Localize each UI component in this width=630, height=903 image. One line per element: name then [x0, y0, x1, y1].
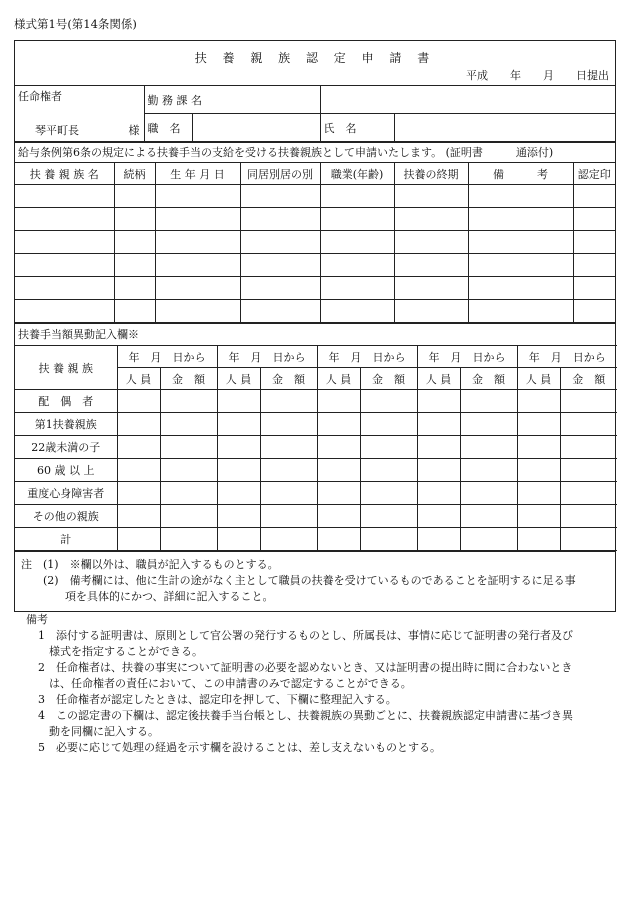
allowance-period-header: 年 月 日から: [517, 346, 617, 368]
headcount-header: 人 員: [417, 368, 460, 390]
dependent-cell[interactable]: [573, 254, 615, 277]
dependent-row: [15, 277, 615, 300]
headcount-header: 人 員: [217, 368, 260, 390]
dependent-cell[interactable]: [320, 208, 394, 231]
dependent-cell[interactable]: [15, 208, 114, 231]
dept-field[interactable]: [320, 86, 615, 114]
allowance-row: [15, 482, 617, 505]
allowance-cell[interactable]: [217, 413, 260, 436]
allowance-cell[interactable]: [160, 459, 217, 482]
remarks: [14, 612, 618, 756]
allowance-cell[interactable]: [460, 482, 517, 505]
allowance-cell[interactable]: [460, 436, 517, 459]
allowance-cell[interactable]: [117, 436, 160, 459]
allowance-row-label: 計: [15, 528, 117, 551]
allowance-row-label: 22歳未満の子: [15, 436, 117, 459]
appointer-name: 琴平町長: [35, 124, 79, 137]
dependent-row: [15, 254, 615, 277]
remark-line: 3 任命権者が認定したときは、認定印を押して、下欄に整理記入する。: [38, 693, 397, 706]
dependent-cell[interactable]: [155, 231, 240, 254]
allowance-cell[interactable]: [517, 482, 560, 505]
remark-line: 1 添付する証明書は、原則として官公署の発行するものとし、所属長は、事情に応じて証明書の発行者及び: [38, 629, 573, 642]
dependent-cell[interactable]: [394, 231, 468, 254]
dependents-header-4: 職業(年齢): [320, 163, 394, 185]
form-number-label: 様式第1号(第14条関係): [14, 17, 137, 31]
dependent-cell[interactable]: [240, 277, 320, 300]
form-title: 扶 養 親 族 認 定 申 請 書: [194, 51, 436, 65]
allowance-cell[interactable]: [260, 413, 317, 436]
allowance-cell[interactable]: [260, 459, 317, 482]
dependent-cell[interactable]: [573, 185, 615, 208]
allowance-cell[interactable]: [360, 482, 417, 505]
allowance-cell[interactable]: [360, 505, 417, 528]
allowance-cell[interactable]: [317, 390, 360, 413]
dependent-cell[interactable]: [240, 231, 320, 254]
dependent-cell[interactable]: [468, 254, 573, 277]
note-line: 注 (1) ※欄以外は、職員が記入するものとする。: [21, 558, 279, 571]
allowance-cell[interactable]: [560, 505, 617, 528]
dependent-cell[interactable]: [394, 185, 468, 208]
allowance-cell[interactable]: [360, 390, 417, 413]
dependent-cell[interactable]: [155, 277, 240, 300]
allowance-row: [15, 413, 617, 436]
allowance-cell[interactable]: [160, 505, 217, 528]
dependents-header-5: 扶養の終期: [394, 163, 468, 185]
allowance-cell[interactable]: [117, 482, 160, 505]
dependent-cell[interactable]: [468, 300, 573, 323]
position-field[interactable]: [192, 114, 320, 142]
dependent-cell[interactable]: [468, 277, 573, 300]
allowance-row-label: 重度心身障害者: [15, 482, 117, 505]
allowance-cell[interactable]: [117, 413, 160, 436]
allowance-cell[interactable]: [517, 528, 560, 551]
allowance-cell[interactable]: [417, 436, 460, 459]
allowance-cell[interactable]: [117, 390, 160, 413]
dependent-cell[interactable]: [320, 300, 394, 323]
amount-header: 金 額: [160, 368, 217, 390]
allowance-row-header: 扶 養 親 族: [15, 346, 117, 390]
dependent-cell[interactable]: [114, 231, 155, 254]
allowance-cell[interactable]: [460, 459, 517, 482]
dependents-table: [15, 162, 615, 323]
dependents-header-1: 続柄: [114, 163, 155, 185]
allowance-cell[interactable]: [560, 482, 617, 505]
dependent-row: [15, 231, 615, 254]
allowance-cell[interactable]: [260, 436, 317, 459]
allowance-cell[interactable]: [460, 528, 517, 551]
dependents-header-0: 扶 養 親 族 名: [15, 163, 114, 185]
allowance-section-title: 扶養手当額異動記入欄※: [15, 323, 615, 345]
allowance-row-label: 60 歳 以 上: [15, 459, 117, 482]
allowance-cell[interactable]: [260, 505, 317, 528]
allowance-cell[interactable]: [517, 436, 560, 459]
remark-line: 動を同欄に記入する。: [38, 725, 159, 738]
allowance-cell[interactable]: [160, 390, 217, 413]
dependent-cell[interactable]: [114, 208, 155, 231]
allowance-cell[interactable]: [460, 390, 517, 413]
allowance-period-header: 年 月 日から: [317, 346, 417, 368]
dependent-cell[interactable]: [240, 254, 320, 277]
dependent-cell[interactable]: [394, 300, 468, 323]
allowance-cell[interactable]: [417, 459, 460, 482]
dependent-cell[interactable]: [573, 277, 615, 300]
allowance-cell[interactable]: [560, 528, 617, 551]
dependent-cell[interactable]: [394, 254, 468, 277]
allowance-row: [15, 390, 617, 413]
headcount-header: 人 員: [517, 368, 560, 390]
statement: 給与条例第6条の規定による扶養手当の支給を受ける扶養親族として申請いたします。 (証明書 通添付): [15, 142, 615, 162]
allowance-cell[interactable]: [217, 505, 260, 528]
amount-header: 金 額: [460, 368, 517, 390]
note-line: 項を具体的にかつ、詳細に記入すること。: [21, 590, 274, 603]
allowance-period-header: 年 月 日から: [217, 346, 317, 368]
amount-header: 金 額: [560, 368, 617, 390]
name-label: 氏 名: [320, 114, 394, 142]
dept-label: 勤 務 課 名: [144, 86, 320, 114]
applicant-block: [15, 85, 615, 142]
allowance-table: [15, 345, 617, 551]
allowance-row: [15, 436, 617, 459]
allowance-cell[interactable]: [417, 482, 460, 505]
allowance-cell[interactable]: [217, 436, 260, 459]
allowance-cell[interactable]: [517, 505, 560, 528]
headcount-header: 人 員: [317, 368, 360, 390]
dependent-cell[interactable]: [573, 300, 615, 323]
dependent-cell[interactable]: [394, 208, 468, 231]
remark-line: は、任命権者の責任において、この申請書のみで認定することができる。: [38, 677, 412, 690]
allowance-row: [15, 505, 617, 528]
allowance-cell[interactable]: [317, 505, 360, 528]
dependent-cell[interactable]: [15, 300, 114, 323]
application-form: [14, 40, 616, 612]
dependent-cell[interactable]: [320, 231, 394, 254]
dependent-cell[interactable]: [573, 208, 615, 231]
note-line: (2) 備考欄には、他に生計の途がなく主として職員の扶養を受けているものであることを証明するに足る事: [21, 574, 576, 587]
submission-date: 平成 年 月 日提出: [466, 69, 609, 82]
allowance-cell[interactable]: [117, 459, 160, 482]
name-field[interactable]: [394, 114, 615, 142]
allowance-cell[interactable]: [517, 390, 560, 413]
dependent-cell[interactable]: [15, 185, 114, 208]
remarks-title: 備考: [26, 613, 48, 626]
allowance-cell[interactable]: [217, 528, 260, 551]
allowance-cell[interactable]: [360, 459, 417, 482]
allowance-cell[interactable]: [560, 436, 617, 459]
dependents-header-3: 同居別居の別: [240, 163, 320, 185]
remark-line: 5 必要に応じて処理の経過を示す欄を設けることは、差し支えないものとする。: [38, 741, 441, 754]
dependent-cell[interactable]: [114, 277, 155, 300]
allowance-cell[interactable]: [417, 505, 460, 528]
remark-line: 様式を指定することができる。: [38, 645, 203, 658]
allowance-cell[interactable]: [560, 459, 617, 482]
allowance-cell[interactable]: [160, 436, 217, 459]
allowance-cell[interactable]: [217, 390, 260, 413]
allowance-cell[interactable]: [160, 482, 217, 505]
allowance-cell[interactable]: [360, 413, 417, 436]
remark-line: 2 任命権者は、扶養の事実について証明書の必要を認めないとき、又は証明書の提出時に間に合わないとき: [38, 661, 573, 674]
dependent-cell[interactable]: [394, 277, 468, 300]
allowance-row-label: その他の親族: [15, 505, 117, 528]
dependent-cell[interactable]: [468, 185, 573, 208]
dependent-cell[interactable]: [240, 300, 320, 323]
dependent-cell[interactable]: [15, 254, 114, 277]
dependent-cell[interactable]: [320, 185, 394, 208]
allowance-period-header: 年 月 日から: [117, 346, 217, 368]
form-notes: [15, 551, 615, 611]
appointer-label: 任命権者: [18, 90, 62, 103]
allowance-cell[interactable]: [260, 482, 317, 505]
amount-header: 金 額: [360, 368, 417, 390]
allowance-cell[interactable]: [317, 528, 360, 551]
allowance-cell[interactable]: [260, 390, 317, 413]
allowance-cell[interactable]: [217, 482, 260, 505]
allowance-cell[interactable]: [560, 413, 617, 436]
dependent-row: [15, 208, 615, 231]
dependent-cell[interactable]: [320, 277, 394, 300]
allowance-cell[interactable]: [317, 482, 360, 505]
dependent-cell[interactable]: [468, 231, 573, 254]
dependent-cell[interactable]: [114, 254, 155, 277]
dependent-cell[interactable]: [240, 185, 320, 208]
allowance-cell[interactable]: [417, 528, 460, 551]
dependents-header-7: 認定印: [573, 163, 615, 185]
dependent-cell[interactable]: [240, 208, 320, 231]
dependent-cell[interactable]: [155, 254, 240, 277]
allowance-row-label: 第1扶養親族: [15, 413, 117, 436]
allowance-cell[interactable]: [117, 528, 160, 551]
dependent-cell[interactable]: [320, 254, 394, 277]
dependent-cell[interactable]: [114, 300, 155, 323]
dependent-cell[interactable]: [155, 300, 240, 323]
allowance-cell[interactable]: [460, 413, 517, 436]
allowance-row: [15, 459, 617, 482]
dependent-cell[interactable]: [155, 208, 240, 231]
allowance-cell[interactable]: [217, 459, 260, 482]
allowance-cell[interactable]: [417, 390, 460, 413]
dependent-cell[interactable]: [155, 185, 240, 208]
position-label: 職 名: [144, 114, 192, 142]
amount-header: 金 額: [260, 368, 317, 390]
dependent-row: [15, 300, 615, 323]
allowance-cell[interactable]: [317, 459, 360, 482]
dependent-cell[interactable]: [15, 277, 114, 300]
allowance-cell[interactable]: [260, 528, 317, 551]
allowance-cell[interactable]: [317, 436, 360, 459]
allowance-period-header: 年 月 日から: [417, 346, 517, 368]
allowance-cell[interactable]: [160, 528, 217, 551]
allowance-cell[interactable]: [560, 390, 617, 413]
dependent-cell[interactable]: [468, 208, 573, 231]
allowance-cell[interactable]: [160, 413, 217, 436]
allowance-cell[interactable]: [517, 459, 560, 482]
allowance-row-label: 配 偶 者: [15, 390, 117, 413]
allowance-cell[interactable]: [417, 413, 460, 436]
dependent-cell[interactable]: [573, 231, 615, 254]
form-header: [15, 41, 615, 85]
appointer-honorific: 様: [128, 124, 140, 137]
appointer-cell: [15, 86, 144, 142]
dependent-row: [15, 185, 615, 208]
allowance-cell[interactable]: [317, 413, 360, 436]
remark-line: 4 この認定書の下欄は、認定後扶養手当台帳とし、扶養親族の異動ごとに、扶養親族認定申請書に基づき異: [38, 709, 573, 722]
dependent-cell[interactable]: [15, 231, 114, 254]
allowance-cell[interactable]: [117, 505, 160, 528]
allowance-cell[interactable]: [517, 413, 560, 436]
allowance-cell[interactable]: [460, 505, 517, 528]
dependents-header-6: 備 考: [468, 163, 573, 185]
allowance-cell[interactable]: [360, 528, 417, 551]
dependent-cell[interactable]: [114, 185, 155, 208]
allowance-cell[interactable]: [360, 436, 417, 459]
headcount-header: 人 員: [117, 368, 160, 390]
dependents-header-2: 生 年 月 日: [155, 163, 240, 185]
allowance-row: [15, 528, 617, 551]
